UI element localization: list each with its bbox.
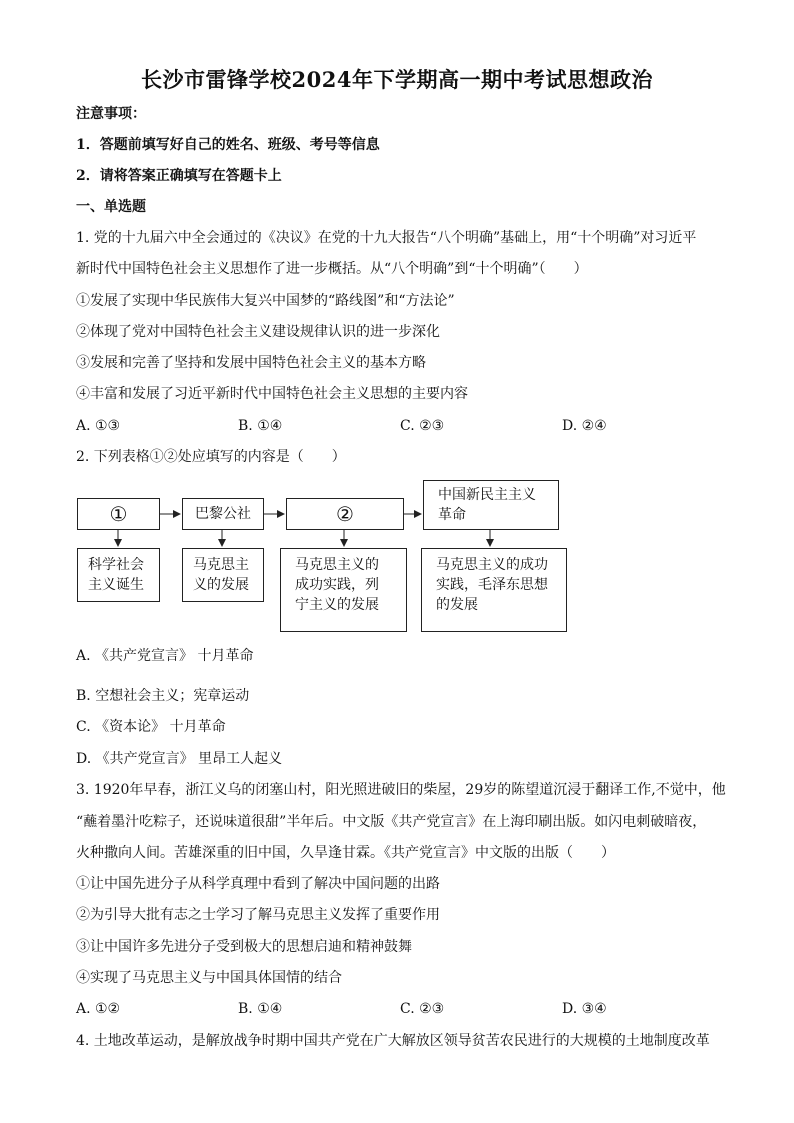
section-heading: 一、单选题 bbox=[76, 199, 146, 215]
notice-item-2: 2．请将答案正确填写在答题卡上 bbox=[76, 168, 282, 184]
q2-option-b[interactable]: B. 空想社会主义；宪章运动 bbox=[76, 688, 250, 704]
q2-stem: 2. 下列表格①②处应填写的内容是（ ） bbox=[76, 449, 346, 465]
q1-option-a[interactable]: A. ①③ bbox=[76, 418, 121, 434]
page-title: 长沙市雷锋学校2024年下学期高一期中考试思想政治 bbox=[141, 67, 653, 92]
q1-stem-line-2: 新时代中国特色社会主义思想作了进一步概括。从“八个明确”到“十个明确”（ ） bbox=[76, 261, 588, 277]
flow-result-4: 马克思主义的成功实践，毛泽东思想的发展 bbox=[421, 548, 567, 632]
flow-box-2: ② bbox=[286, 498, 404, 530]
q1-statement-2: ②体现了党对中国特色社会主义建设规律认识的进一步深化 bbox=[76, 324, 440, 340]
flow-result-2: 马克思主义的发展 bbox=[182, 548, 264, 602]
q3-statement-4: ④实现了马克思主义与中国具体国情的结合 bbox=[76, 970, 342, 986]
q1-option-c[interactable]: C. ②③ bbox=[400, 418, 445, 434]
q2-option-c[interactable]: C. 《资本论》 十月革命 bbox=[76, 719, 226, 735]
flow-box-1: ① bbox=[77, 498, 160, 530]
q4-stem-line-1: 4. 土地改革运动，是解放战争时期中国共产党在广大解放区领导贫苦农民进行的大规模的土地制度改革 bbox=[76, 1033, 710, 1049]
q3-stem-line-1: 3. 1920年早春，浙江义乌的闭塞山村，阳光照进破旧的柴屋，29岁的陈望道沉浸于翻译工作,不觉中，他 bbox=[76, 782, 726, 798]
flow-result-1: 科学社会主义诞生 bbox=[77, 548, 160, 602]
q3-statement-1: ①让中国先进分子从科学真理中看到了解决中国问题的出路 bbox=[76, 876, 440, 892]
q3-option-b[interactable]: B. ①④ bbox=[238, 1001, 283, 1017]
q3-statement-3: ③让中国许多先进分子受到极大的思想启迪和精神鼓舞 bbox=[76, 939, 412, 955]
q1-statement-3: ③发展和完善了坚持和发展中国特色社会主义的基本方略 bbox=[76, 355, 426, 371]
q3-option-d[interactable]: D. ③④ bbox=[562, 1001, 607, 1017]
q2-option-a[interactable]: A. 《共产党宣言》 十月革命 bbox=[76, 648, 254, 664]
q1-option-d[interactable]: D. ②④ bbox=[562, 418, 607, 434]
notice-item-1: 1．答题前填写好自己的姓名、班级、考号等信息 bbox=[76, 137, 380, 153]
flow-result-3: 马克思主义的成功实践，列宁主义的发展 bbox=[280, 548, 407, 632]
q3-stem-line-2: “蘸着墨汁吃粽子，还说味道很甜”半年后。中文版《共产党宣言》在上海印刷出版。如闪电刺破暗夜， bbox=[76, 814, 707, 830]
q3-option-a[interactable]: A. ①② bbox=[76, 1001, 121, 1017]
q2-option-d[interactable]: D. 《共产党宣言》 里昂工人起义 bbox=[76, 751, 283, 767]
notice-heading: 注意事项： bbox=[76, 106, 146, 122]
q1-statement-1: ①发展了实现中华民族伟大复兴中国梦的“路线图”和“方法论” bbox=[76, 293, 455, 309]
q1-statement-4: ④丰富和发展了习近平新时代中国特色社会主义思想的主要内容 bbox=[76, 386, 468, 402]
flow-box-paris-commune: 巴黎公社 bbox=[182, 498, 264, 530]
q1-option-b[interactable]: B. ①④ bbox=[238, 418, 283, 434]
q1-stem-line-1: 1. 党的十九届六中全会通过的《决议》在党的十九大报告“八个明确”基础上，用“十个明确”对习近平 bbox=[76, 230, 697, 246]
q3-statement-2: ②为引导大批有志之士学习了解马克思主义发挥了重要作用 bbox=[76, 907, 440, 923]
flow-box-new-democratic-revolution: 中国新民主主义革命 bbox=[423, 480, 559, 530]
q3-stem-line-3: 火种撒向人间。苦雄深重的旧中国，久旱逢甘霖。《共产党宣言》中文版的出版（ ） bbox=[76, 845, 615, 861]
q3-option-c[interactable]: C. ②③ bbox=[400, 1001, 445, 1017]
